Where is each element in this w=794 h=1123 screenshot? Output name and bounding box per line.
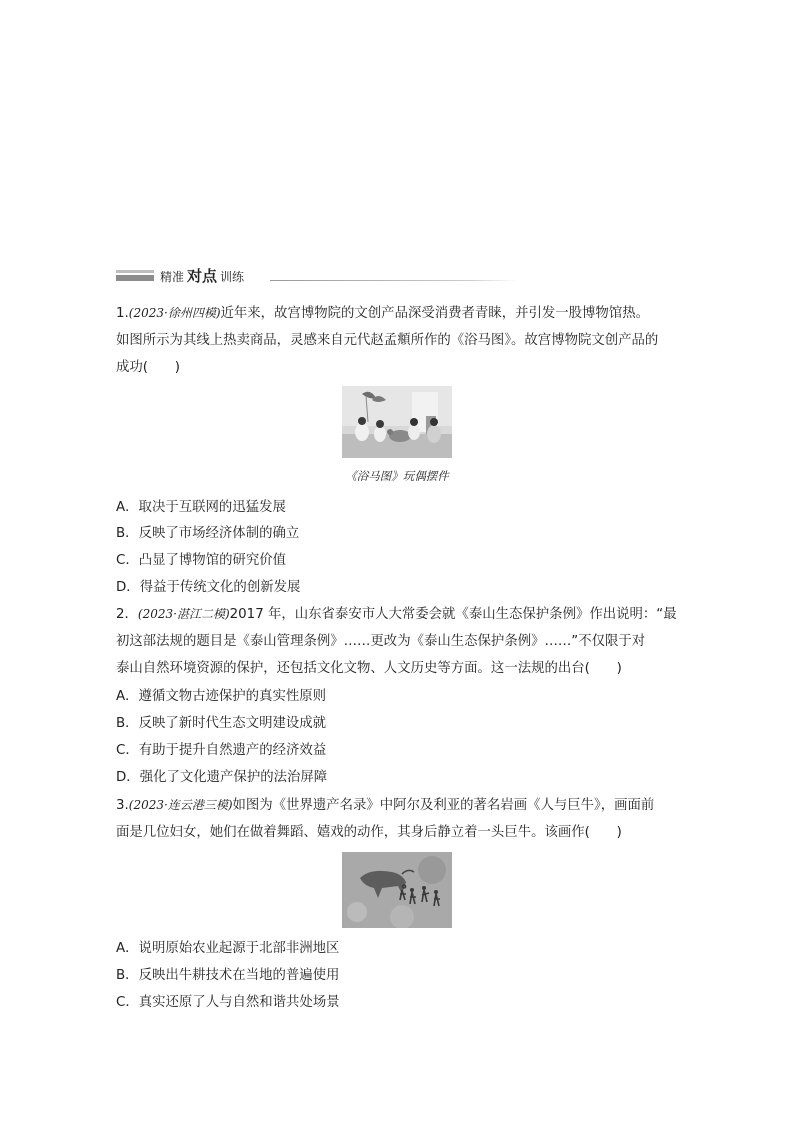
header-accent-bar	[116, 270, 154, 273]
q1-line-3: 成功( )	[116, 360, 181, 375]
q1-option-b[interactable]: B．反映了市场经济体制的确立	[116, 526, 300, 541]
q2-line-1	[116, 601, 682, 628]
q1-figure-photo	[342, 386, 452, 458]
toy-figurines-image	[342, 386, 452, 458]
section-header	[116, 266, 416, 286]
section-title-suffix: 训练	[220, 270, 245, 284]
q2-option-d[interactable]: D．强化了文化遗产保护的法治屏障	[116, 770, 328, 785]
q3-figure-rock-painting	[342, 852, 452, 928]
q2-option-c[interactable]: C．有助于提升自然遗产的经济效益	[116, 743, 327, 758]
q1-line-2: 如图所示为其线上热卖商品，灵感来自元代赵孟頫所作的《浴马图》。故宫博物院文创产品的	[116, 333, 659, 348]
q3-option-c[interactable]: C．真实还原了人与自然和谐共处场景	[116, 995, 340, 1010]
q1-option-a[interactable]: A．取决于互联网的迅猛发展	[116, 500, 286, 515]
q1-option-c[interactable]: C．凸显了博物馆的研究价值	[116, 553, 287, 568]
q2-option-b[interactable]: B．反映了新时代生态文明建设成就	[116, 716, 327, 731]
section-title-emphasis: 对点	[187, 267, 218, 285]
q2-source: (2023·湛江二模)	[137, 607, 230, 621]
header-accent-bar-dark	[116, 275, 154, 281]
q3-source: (2023·连云港三模)	[128, 798, 233, 812]
q2-stem-1: 2017 年，山东省泰安市人大常委会就《泰山生态保护条例》作出说明：“最	[229, 607, 677, 622]
q3-line-1	[116, 792, 682, 819]
q3-option-b[interactable]: B．反映出牛耕技术在当地的普遍使用	[116, 968, 340, 983]
header-rule	[270, 280, 518, 281]
q1-line-1	[116, 300, 682, 327]
section-title	[160, 266, 244, 287]
q2-line-3: 泰山自然环境资源的保护，还包括文化文物、人文历史等方面。这一法规的出台( )	[116, 661, 622, 676]
q3-option-a[interactable]: A．说明原始农业起源于北部非洲地区	[116, 941, 340, 956]
q1-option-d[interactable]: D．得益于传统文化的创新发展	[116, 580, 301, 595]
section-title-prefix: 精准	[160, 270, 185, 284]
q3-line-2: 面是几位妇女，她们在做着舞蹈、嬉戏的动作，其身后静立着一头巨牛。该画作( )	[116, 825, 622, 840]
q2-number: 2．	[116, 607, 138, 622]
q1-source: (2023·徐州四模)	[128, 306, 221, 320]
q3-stem-1: 如图为《世界遗产名录》中阿尔及利亚的著名岩画《人与巨牛》，画面前	[232, 798, 655, 813]
q2-line-2: 初这部法规的题目是《泰山管理条例》……更改为《泰山生态保护条例》……”不仅限于对	[116, 634, 646, 649]
q1-number: 1.	[116, 306, 129, 321]
q1-stem-1: 近年来，故宫博物院的文创产品深受消费者青睐，并引发一股博物馆热。	[220, 306, 649, 321]
rock-painting-image	[342, 852, 452, 928]
q2-option-a[interactable]: A．遵循文物古迹保护的真实性原则	[116, 689, 327, 704]
q3-number: 3.	[116, 798, 129, 813]
q1-figure-caption: 《浴马图》玩偶摆件	[345, 469, 449, 483]
